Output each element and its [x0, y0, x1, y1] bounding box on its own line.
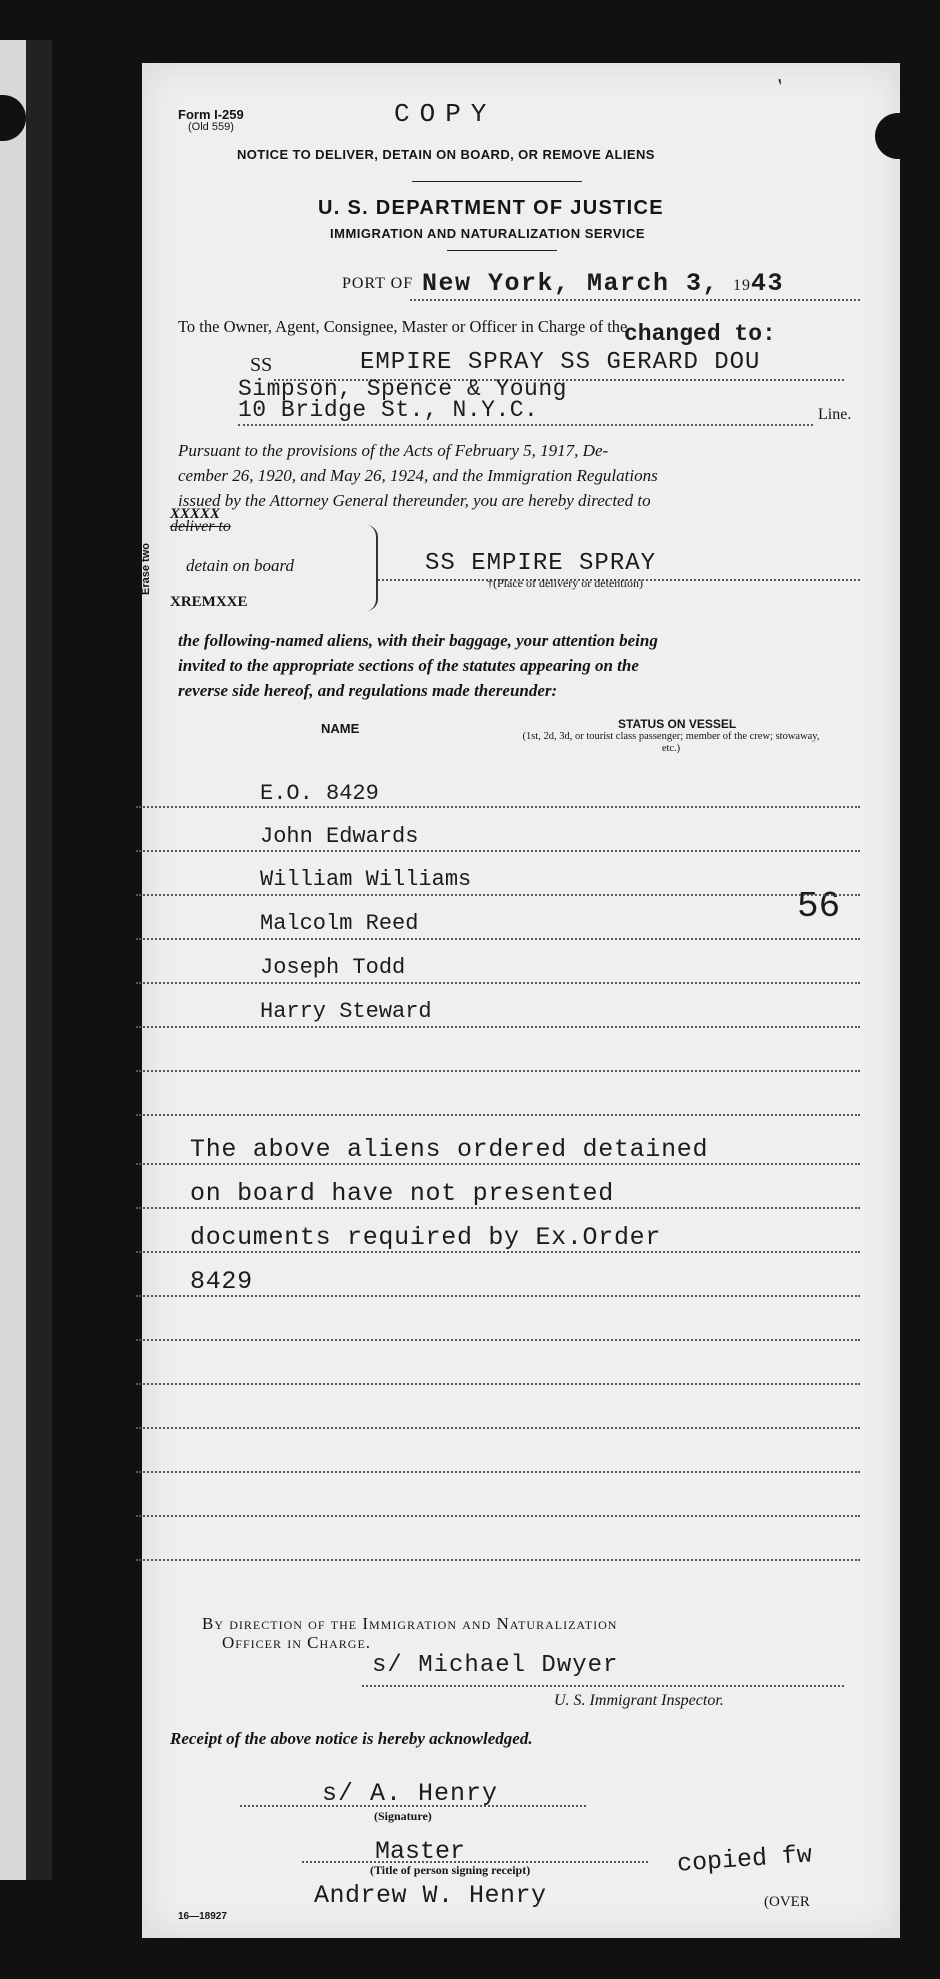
divider — [412, 181, 582, 182]
service-title: IMMIGRATION AND NATURALIZATION SERVICE — [330, 226, 646, 241]
status-header: STATUS ON VESSEL — [618, 717, 737, 731]
receipt-text: Receipt of the above notice is hereby acknowledged. — [170, 1729, 533, 1748]
divider — [447, 250, 557, 251]
film-edge-strip — [0, 40, 52, 1880]
list-item: John Edwards — [260, 824, 419, 849]
notice-title: NOTICE TO DELIVER, DETAIN ON BOARD, OR REMOVE ALIENS — [237, 147, 655, 162]
note-line-3: documents required by Ex.Order — [190, 1223, 662, 1252]
list-item: E.O. 8429 — [260, 781, 379, 806]
receiver-name: Andrew W. Henry — [314, 1881, 547, 1910]
list-item: William Williams — [260, 867, 472, 892]
margin-number: 56 — [797, 886, 841, 927]
note-line-2: on board have not presented — [190, 1179, 614, 1208]
list-item: Joseph Todd — [260, 955, 406, 980]
title-caption: (Title of person signing receipt) — [370, 1863, 531, 1877]
ss-label: SS — [250, 354, 273, 376]
receiver-signature: s/ A. Henry — [322, 1779, 499, 1808]
agent-line-1: Simpson, Spence & Young — [238, 376, 567, 402]
brace — [364, 525, 378, 611]
ship-name: EMPIRE SPRAY SS GERARD DOU — [360, 349, 761, 376]
punch-hole — [875, 113, 901, 159]
agent-line-2: 10 Bridge St., N.Y.C. — [238, 397, 539, 423]
pursuant-line-3: issued by the Attorney General thereunder, you are hereby directed to — [178, 491, 651, 510]
direction-line-2: Officer in Charge. — [222, 1633, 372, 1652]
changed-note: changed to: — [624, 321, 776, 347]
port-value: New York, March 3, 1943 — [422, 269, 785, 298]
department-title: U. S. DEPARTMENT OF JUSTICE — [318, 197, 664, 219]
port-label: PORT OF — [342, 275, 414, 292]
name-header: NAME — [321, 721, 360, 736]
remove-option-struck: XREMXXE — [170, 594, 248, 610]
deliver-option: XXXXX deliver to — [170, 506, 231, 535]
to-line: To the Owner, Agent, Consignee, Master or Officer in Charge of the — [178, 317, 628, 336]
copy-mark: COPY — [394, 99, 497, 129]
direction-line-1: By direction of the Immigration and Naturalization — [202, 1614, 618, 1633]
copied-note: copied fw — [676, 1840, 813, 1879]
following-line-2: invited to the appropriate sections of the statutes appearing on the — [178, 656, 639, 675]
place-value: SS EMPIRE SPRAY — [425, 550, 657, 577]
receiver-title: Master — [375, 1837, 466, 1866]
erase-two-label: Erase two — [140, 543, 152, 595]
pursuant-line-1: Pursuant to the provisions of the Acts of February 5, 1917, De- — [178, 441, 609, 460]
line-label: Line. — [818, 406, 852, 423]
inspector-title: U. S. Immigrant Inspector. — [554, 1692, 724, 1709]
form-number: Form I-259 — [178, 107, 244, 122]
following-line-1: the following-named aliens, with their baggage, your attention being — [178, 631, 658, 650]
form-code: 16—18927 — [178, 1911, 227, 1922]
note-line-1: The above aliens ordered detained — [190, 1135, 709, 1164]
form-sheet: ′ Form I-259 (Old 559) COPY NOTICE TO DELIVER, DETAIN ON BOARD, OR REMOVE ALIENS U. S. DEPARTMENT OF JUSTICE IMMIGRATION AND NATURALIZATION SERVICE PORT OF New York, March 3, 1943 To the Owner, Agent, Consignee, Master or Officer in Charge of the changed to: SS EMPIRE SPRAY SS GERARD DOU Simpson, Spence & Young 10 Bridge St., N.Y.C. Line. Pursuant to the provisions of the Acts of February 5, 1917, De- cember 26, 1920, and May 26, 1924, and the Immigration Regulations issued by the Attorney General thereunder, you are hereby directed to Erase two XXXXX deliver to detain on board XREMXXE SS EMPIRE SPRAY †(Place of delivery or detention) the following-named aliens, with their baggage, your attention being invited to the appropriate sections of the statutes appearing on the reverse side hereof, and regulations made thereunder: NAME STATUS ON VESSEL (1st, 2d, 3d, or tourist class passenger; member of the crew; stowaway, etc.) E.O. 8429 John Edwards William Williams Malcolm Reed Joseph Todd Harry Steward 56 The above aliens ordered detained on board have not presented documents required by Ex.Order 8429 By direction of the Immigration and Naturalization Officer in Charge. s/ Michael Dwyer U. S. Immigrant Inspector. Receipt of the above notice is hereby acknowledged. s/ A. Henry (Signature) Master (Title of person signing receipt) Andrew W. Henry copied fw (OVER 16—18927 — [142, 63, 900, 1938]
following-line-3: reverse side hereof, and regulations made thereunder: — [178, 681, 558, 700]
form-old-number: (Old 559) — [188, 121, 234, 133]
list-item: Harry Steward — [260, 999, 432, 1024]
signature-caption: (Signature) — [374, 1809, 432, 1823]
place-caption: †(Place of delivery or detention) — [487, 576, 643, 590]
detain-option: detain on board — [186, 556, 294, 575]
note-line-4: 8429 — [190, 1267, 253, 1296]
inspector-signature: s/ Michael Dwyer — [372, 1652, 619, 1679]
over-label: (OVER — [764, 1894, 810, 1910]
status-caption: (1st, 2d, 3d, or tourist class passenger; member of the crew; stowaway, etc.) — [522, 731, 820, 754]
list-item: Malcolm Reed — [260, 911, 419, 936]
pursuant-line-2: cember 26, 1920, and May 26, 1924, and the Immigration Regulations — [178, 466, 658, 485]
